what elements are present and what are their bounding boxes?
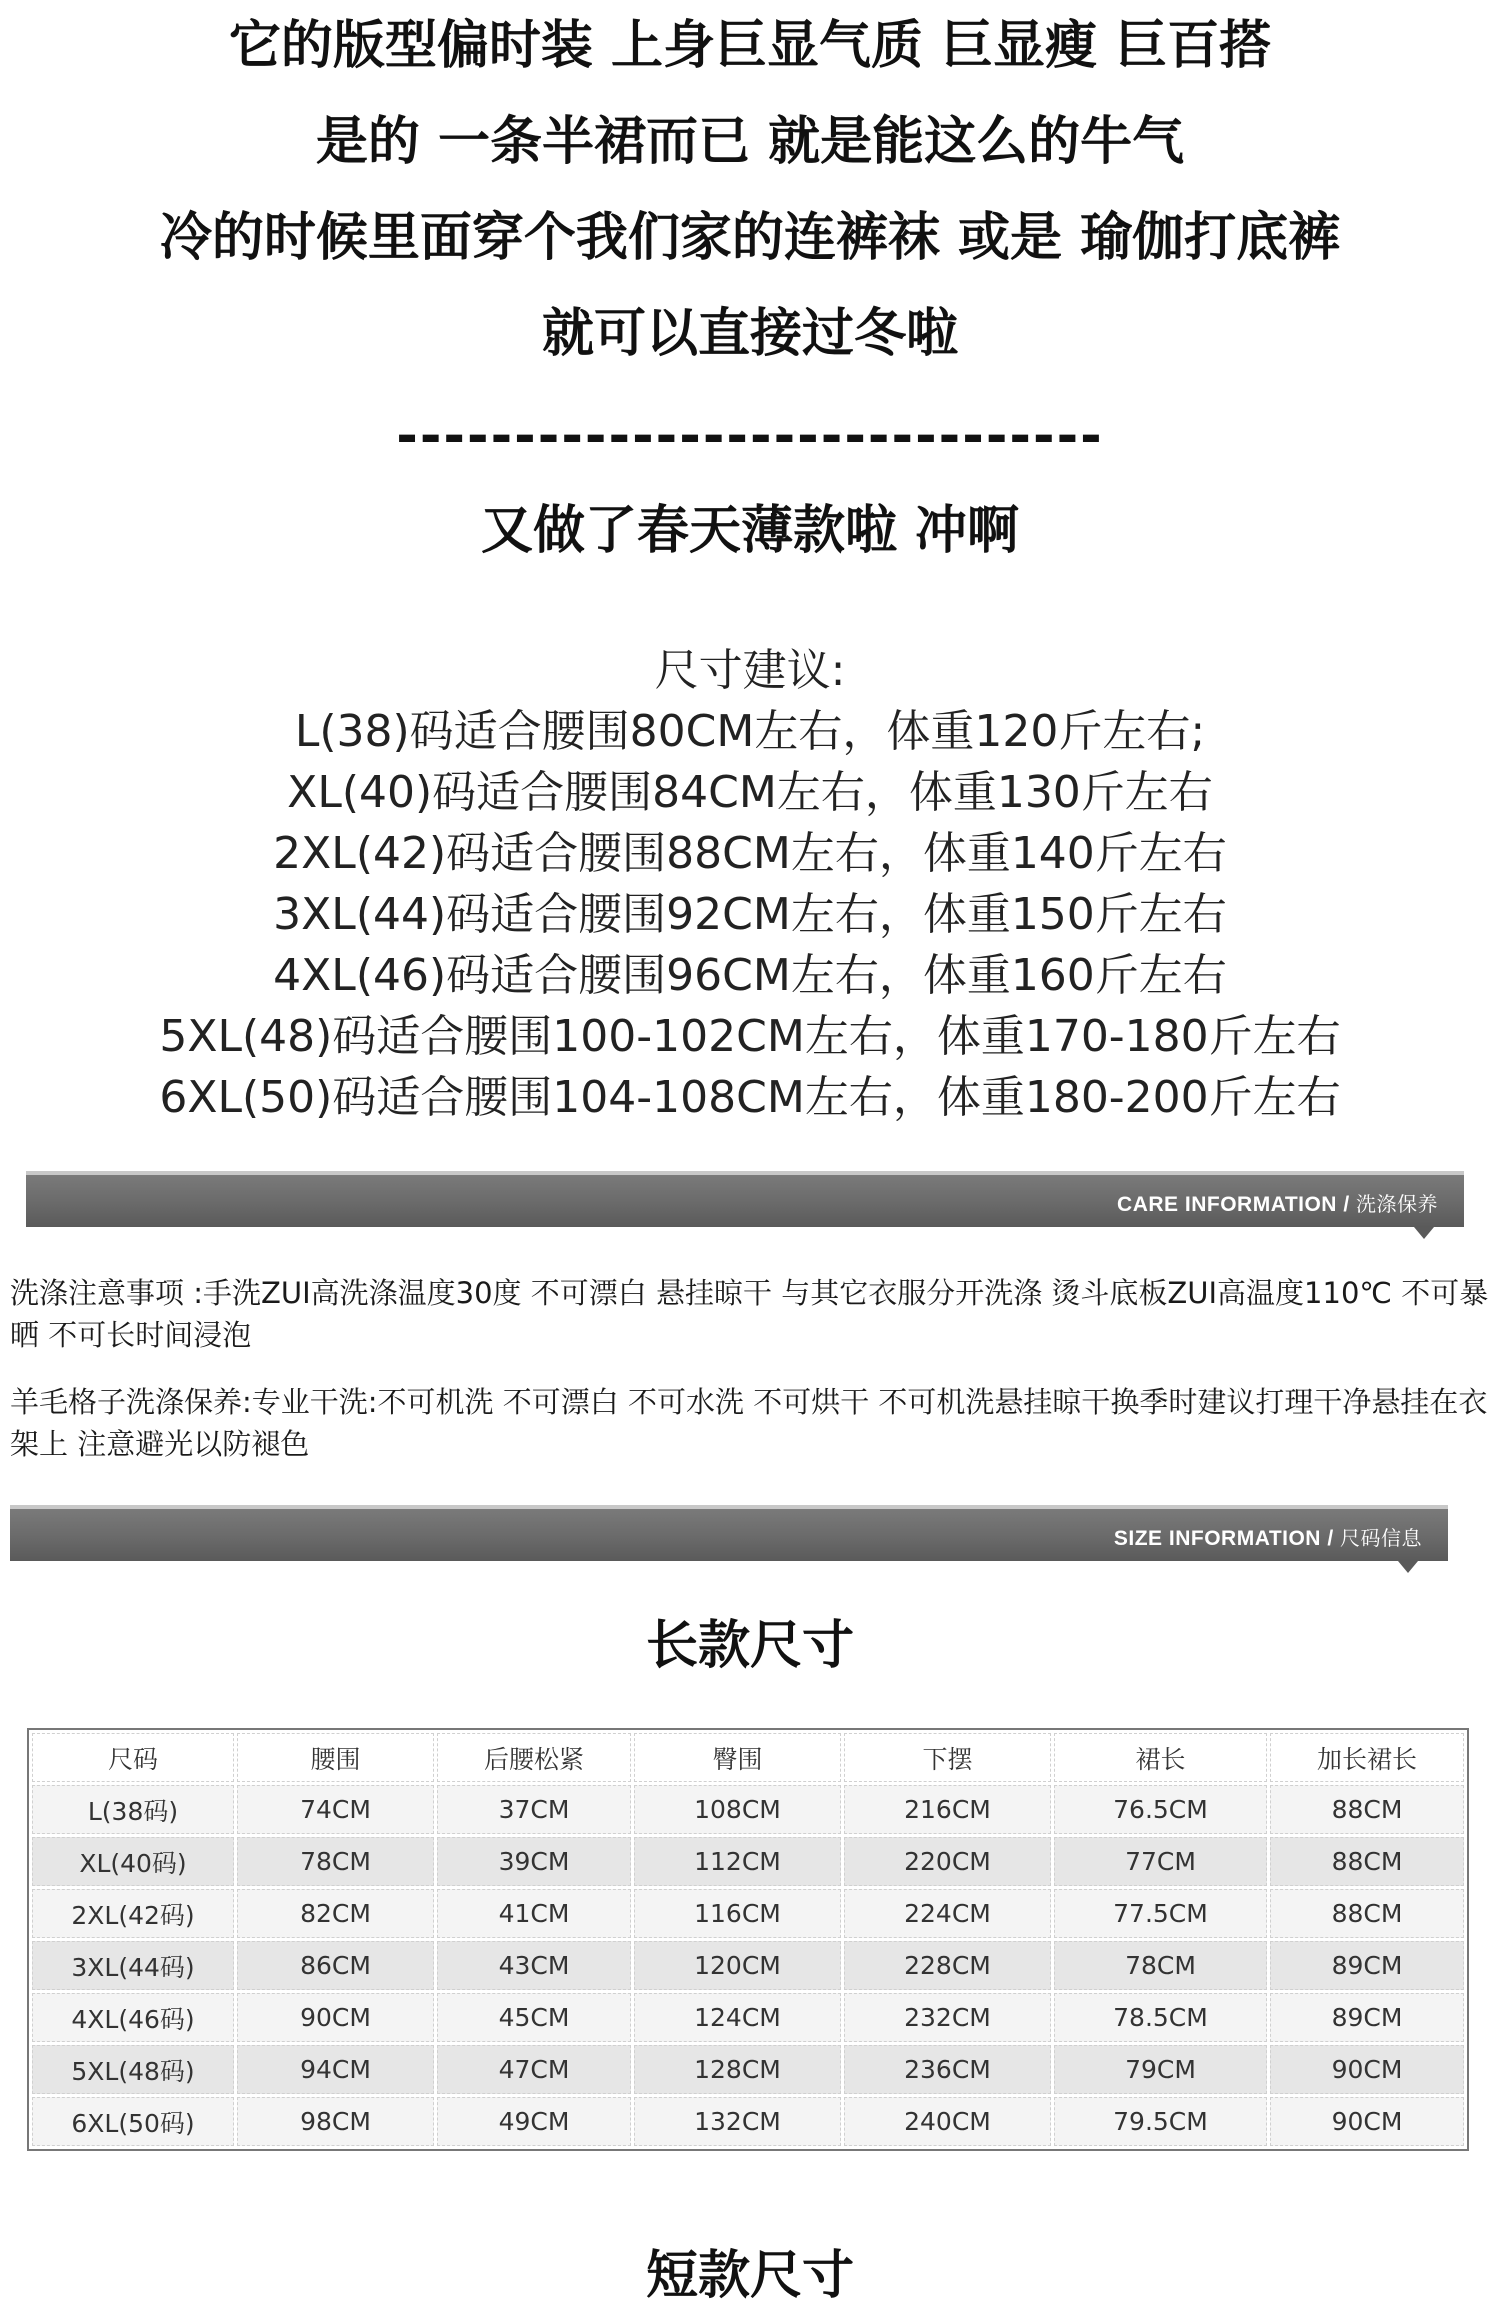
table-cell: 41CM (437, 1889, 631, 1938)
table-cell: 4XL(46码) (32, 1993, 234, 2042)
table-cell: 108CM (634, 1785, 841, 1834)
size-info-banner-cn: 尺码信息 (1340, 1528, 1422, 1550)
header-back-elastic: 后腰松紧 (437, 1733, 631, 1782)
short-table-title: 短款尺寸 (645, 2246, 854, 2306)
table-cell: 49CM (437, 2097, 631, 2146)
promo-line-1: 它的版型偏时装 上身巨显气质 巨显瘦 巨百搭 (228, 16, 1272, 76)
table-cell: 124CM (634, 1993, 841, 2042)
header-extended-length: 加长裙长 (1270, 1733, 1464, 1782)
size-info-banner-sep: / (1320, 1527, 1340, 1550)
table-cell: 77.5CM (1054, 1889, 1267, 1938)
table-cell: 37CM (437, 1785, 631, 1834)
table-cell: 94CM (237, 2045, 434, 2094)
table-cell: XL(40码) (32, 1837, 234, 1886)
table-cell: 98CM (237, 2097, 434, 2146)
table-cell: 88CM (1270, 1837, 1464, 1886)
header-hip: 臀围 (634, 1733, 841, 1782)
table-cell: 76.5CM (1054, 1785, 1267, 1834)
table-cell: 90CM (237, 1993, 434, 2042)
care-info-banner-cn: 洗涤保养 (1356, 1194, 1438, 1216)
care-wash-instructions: 洗涤注意事项 :手洗ZUI高洗涤温度30度 不可漂白 悬挂晾干 与其它衣服分开洗涤 烫斗底板ZUI高温度110℃ 不可暴晒 不可长时间浸泡 (10, 1276, 1489, 1352)
size-advice-line: 5XL(48)码适合腰围100-102CM左右，体重170-180斤左右 (159, 1011, 1341, 1062)
promo-line-2: 是的 一条半裙而已 就是能这么的牛气 (315, 112, 1185, 172)
table-cell: 79CM (1054, 2045, 1267, 2094)
header-waist: 腰围 (237, 1733, 434, 1782)
care-info-banner (26, 1171, 1464, 1227)
care-info-banner-sep: / (1336, 1193, 1356, 1216)
table-cell: 88CM (1270, 1785, 1464, 1834)
banner-notch (1414, 1227, 1434, 1239)
table-cell: 224CM (844, 1889, 1051, 1938)
table-cell: 232CM (844, 1993, 1051, 2042)
table-cell: 116CM (634, 1889, 841, 1938)
table-cell: 74CM (237, 1785, 434, 1834)
promo-line-4: 就可以直接过冬啦 (541, 304, 958, 364)
table-cell: 90CM (1270, 2045, 1464, 2094)
size-advice-line: 6XL(50)码适合腰围104-108CM左右，体重180-200斤左右 (159, 1072, 1341, 1123)
table-cell: 240CM (844, 2097, 1051, 2146)
table-cell: 132CM (634, 2097, 841, 2146)
care-wool-instructions: 羊毛格子洗涤保养:专业干洗:不可机洗 不可漂白 不可水洗 不可烘干 不可机洗悬挂晾干换季时建议打理干净悬挂在衣架上 注意避光以防褪色 (10, 1385, 1488, 1461)
size-info-banner (10, 1505, 1448, 1561)
table-cell: 78CM (1054, 1941, 1267, 1990)
care-info-banner-label (1117, 1188, 1438, 1217)
size-advice-line: 3XL(44)码适合腰围92CM左右，体重150斤左右 (273, 889, 1227, 940)
table-row (32, 2097, 1464, 2146)
table-row (32, 1785, 1464, 1834)
table-cell: 220CM (844, 1837, 1051, 1886)
banner-notch (1398, 1561, 1418, 1573)
table-cell: 6XL(50码) (32, 2097, 234, 2146)
table-cell: 77CM (1054, 1837, 1267, 1886)
header-size: 尺码 (32, 1733, 234, 1782)
table-cell: 112CM (634, 1837, 841, 1886)
promo-divider: ------------------------------ (396, 406, 1104, 466)
table-cell: 120CM (634, 1941, 841, 1990)
table-cell: 79.5CM (1054, 2097, 1267, 2146)
table-cell: 128CM (634, 2045, 841, 2094)
header-hem: 下摆 (844, 1733, 1051, 1782)
size-advice-line: 4XL(46)码适合腰围96CM左右，体重160斤左右 (273, 950, 1227, 1001)
table-cell: 89CM (1270, 1941, 1464, 1990)
table-cell: 82CM (237, 1889, 434, 1938)
table-cell: 216CM (844, 1785, 1051, 1834)
table-cell: 89CM (1270, 1993, 1464, 2042)
table-cell: 5XL(48码) (32, 2045, 234, 2094)
table-cell: 78.5CM (1054, 1993, 1267, 2042)
table-cell: 88CM (1270, 1889, 1464, 1938)
table-row (32, 2045, 1464, 2094)
promo-line-3: 冷的时候里面穿个我们家的连裤袜 或是 瑜伽打底裤 (159, 208, 1341, 268)
table-cell: 236CM (844, 2045, 1051, 2094)
table-cell: 78CM (237, 1837, 434, 1886)
table-cell: 228CM (844, 1941, 1051, 1990)
size-advice-title: 尺寸建议: (654, 645, 846, 696)
care-info-banner-en: CARE INFORMATION (1117, 1193, 1337, 1216)
long-size-table (27, 1728, 1469, 2151)
table-row (32, 1889, 1464, 1938)
long-table-title: 长款尺寸 (645, 1616, 854, 1676)
table-cell: 3XL(44码) (32, 1941, 234, 1990)
size-advice-line: 2XL(42)码适合腰围88CM左右，体重140斤左右 (273, 828, 1227, 879)
table-cell: L(38码) (32, 1785, 234, 1834)
table-cell: 45CM (437, 1993, 631, 2042)
size-advice-line: L(38)码适合腰围80CM左右，体重120斤左右; (294, 706, 1206, 757)
table-row (32, 1837, 1464, 1886)
table-cell: 47CM (437, 2045, 631, 2094)
table-cell: 2XL(42码) (32, 1889, 234, 1938)
table-cell: 86CM (237, 1941, 434, 1990)
table-cell: 90CM (1270, 2097, 1464, 2146)
header-skirt-length: 裙长 (1054, 1733, 1267, 1782)
table-row (32, 1941, 1464, 1990)
table-row (32, 1993, 1464, 2042)
size-advice (0, 640, 1500, 1128)
table-cell: 39CM (437, 1837, 631, 1886)
size-advice-line: XL(40)码适合腰围84CM左右，体重130斤左右 (287, 767, 1213, 818)
table-cell: 43CM (437, 1941, 631, 1990)
size-info-banner-en: SIZE INFORMATION (1113, 1527, 1321, 1550)
table-header-row (32, 1733, 1464, 1782)
size-info-banner-label (1114, 1522, 1422, 1551)
promo-spring-note: 又做了春天薄款啦 冲啊 (480, 501, 1020, 561)
